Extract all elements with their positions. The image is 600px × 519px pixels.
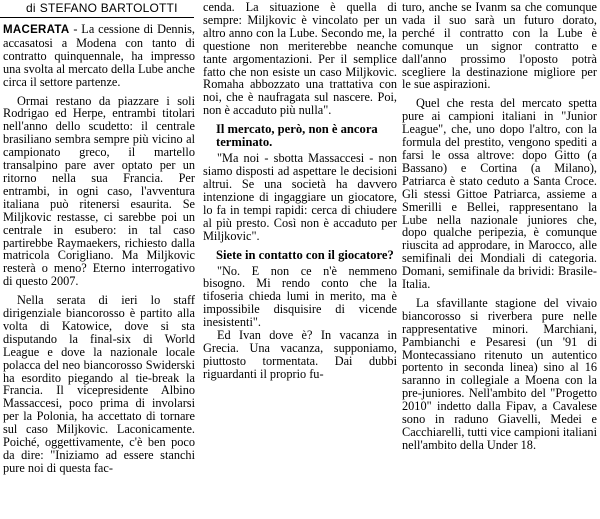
lead-text: - La cessione di Dennis, accasatosi a Modena con tanto di contratto quinquennale, ha impresso una svolta al mercato della Lube anche circa il settore partenze. [3,22,195,89]
article-column-2 [200,0,400,381]
paragraph: "Ma noi - sbotta Massaccesi - non siamo disposti ad aspettare le decisioni altrui. Se una società ha davvero intenzione di ingaggiare un giocatore, lo fa in tempi rapidi: cerca di chiudere al più presto. Così non è accaduto per Miljkovic". [203,151,397,243]
interview-question: Siete in contatto con il giocatore? [216,247,394,262]
paragraph: "No. E non ce n'è nemmeno bisogno. Mi rendo conto che la tifoseria chieda lumi in merito, ma è impossibile disquisire di vicende inesistenti". [203,263,397,330]
paragraph: turo, anche se Ivanm sa che comunque vada il suo sarà un futuro dorato, perché il contratto con la Lube è comunque un signor contratto e dall'anno prossimo l'oposto potrà scegliere la destinazione migliore per le sue aspirazioni. [402,0,597,92]
byline-rule [0,17,194,18]
paragraph: Quel che resta del mercato spetta pure ai campioni italiani in "Junior League", che, uno dopo l'altro, con la formula del prestito, vengono spediti a farsi le ossa altrove: dopo Gitto (a Bassano) e Cortina (a Milano), Patriarca è stato ceduto a Santa Croce. Gli stessi Gittoe Patriarca, assieme a Smerilli e Bellei, rappresentano la Lube nella nazionale juniores che, dopo qualche peripezia, è comunque riuscita ad approdare, in Marocco, alle semifinali dei Mondiali di categoria. Domani, semifinale da brividi: Brasile-Italia. [402,96,597,292]
paragraph: La sfavillante stagione del vivaio biancorosso si riverbera pure nelle rappresentative minori. Marchiani, Pambianchi e Pesaresi (un '91 di Montecassiano ritenuto un autentico portento in seconda linea) sino al 16 saranno in collegiale a Moena con la pre-juniores. Nell'ambito del "Progetto 2010" indetto dalla Fipav, a Cavalese sono in raduno Giavelli, Medei e Cacchiarelli, tutti vice campioni italiani nell'ambito della Under 18. [402,295,597,452]
article-column-3 [399,0,600,452]
byline [0,0,198,19]
paragraph: Ormai restano da piazzare i soli Rodrigao ed Herpe, entrambi titolari nell'anno dello scudetto: il centrale brasiliano sembra sempre più vicino al campionato greco, il martello transalpino pare aver optato per un ritorno nella sua Francia. Per entrambi, in ogni caso, l'avventura italiana può ritenersi esaurita. Se Miljkovic restasse, ci sarebbe poi un centrale in esubero: in tal caso partirebbe Raymaekers, richiesto dalla matricola Corigliano. Ma Miljkovic resterà o meno? Eterno interrogativo di questo 2007. [3,93,195,289]
paragraph: Nella serata di ieri lo staff dirigenziale biancorosso è partito alla volta di Katowice, dove si sta disputando la final-six di World League e dove la nazionale locale polacca del neo biancorosso Swiderski ha esordito piegando al tie-break la Francia. Il vicepresidente Albino Massaccesi, poco prima di involarsi per la Polonia, ha accettato di tornare sul caso Miljkovic. Laconicamente. Poiché, oggettivamente, c'è ben poco da dire: "Iniziamo ad essere stanchi pure noi di questa fac- [3,293,195,475]
paragraph-lead [0,23,198,89]
paragraph: cenda. La situazione è quella di sempre: Miljkovic è vincolato per un altro anno con la Lube. Secondo me, la questione non meriterebbe neanche tante argomentazioni. Per il semplice fatto che non esiste un caso Miljkovic. Romaha abbozzato una trattativa con noi, che è naufragata sul nascere. Poi, non è accaduto più nulla". [203,0,397,118]
subheading: Il mercato, però, non è ancora terminato. [216,122,378,150]
byline-author: STEFANO BARTOLOTTI [39,1,178,15]
byline-prefix: di [26,1,36,15]
dateline: MACERATA [3,24,70,36]
article-column-1 [0,0,198,475]
paragraph: Ed Ivan dove è? In vacanza in Grecia. Una vacanza, supponiamo, piuttosto tormentata. Dai dubbi riguardanti il proprio fu- [203,328,397,381]
